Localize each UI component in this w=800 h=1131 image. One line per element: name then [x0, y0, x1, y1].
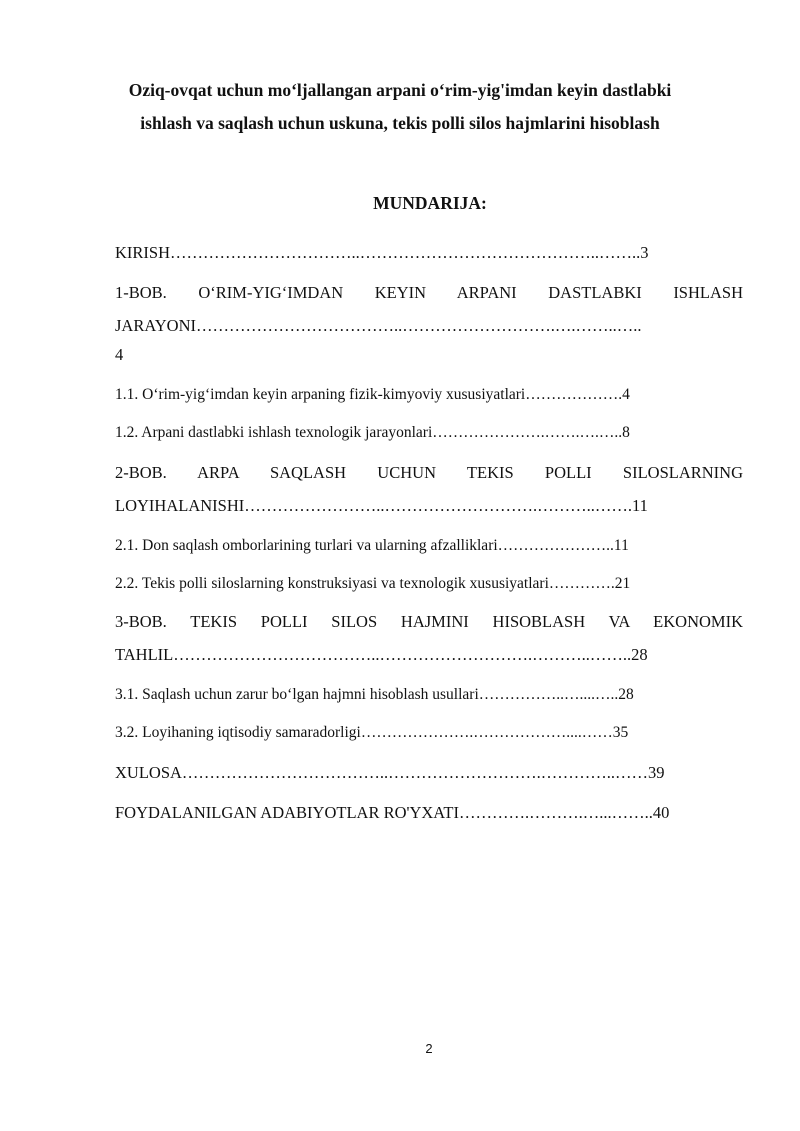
toc-entry-chapter-1-line-1: 1-BOB. O‘RIM-YIG‘IMDAN KEYIN ARPANI DASTLABKI ISHLASH — [115, 283, 743, 302]
toc-entry-chapter-3-line-2: TAHLIL………………………………..……………………….………..……..28 — [115, 645, 648, 664]
toc-entry-section-3-1: 3.1. Saqlash uchun zarur bo‘lgan hajmni hisoblash usullari……………..…....…..28 — [115, 686, 634, 703]
toc-entry-chapter-2-line-2: LOYIHALANISHI……………………..……………………….………..…….11 — [115, 496, 648, 515]
toc-entry-section-3-2: 3.2. Loyihaning iqtisodiy samaradorligi………………….………………....……35 — [115, 724, 629, 741]
toc-entry-kirish: KIRISH……………………………..……………………………………..……..3 — [115, 243, 649, 262]
document-title-line-1: Oziq-ovqat uchun mo‘ljallangan arpani o‘rim-yig'imdan keyin dastlabki — [128, 80, 672, 100]
toc-entry-section-2-2: 2.2. Tekis polli siloslarning konstruksiyasi va texnologik xususiyatlari………….21 — [115, 575, 631, 592]
toc-entry-chapter-1-page: 4 — [115, 345, 124, 364]
toc-entry-adabiyotlar: FOYDALANILGAN ADABIYOTLAR RO'YXATI………….……….…...……..40 — [115, 803, 670, 822]
page-number: 2 — [425, 1041, 433, 1056]
toc-entry-section-2-1: 2.1. Don saqlash omborlarining turlari va ularning afzalliklari…………………..11 — [115, 537, 629, 554]
toc-entry-chapter-2-line-1: 2-BOB. ARPA SAQLASH UCHUN TEKIS POLLI SILOSLARNING — [115, 463, 743, 482]
toc-entry-chapter-1-line-2: JARAYONI………………………………..……………………….….……..….. — [115, 316, 642, 335]
toc-entry-section-1-2: 1.2. Arpani dastlabki ishlash texnologik jarayonlari………………….…….….…..8 — [115, 424, 630, 441]
document-title — [100, 74, 700, 140]
toc-heading: MUNDARIJA: — [373, 193, 487, 213]
toc-entry-chapter-3-line-1: 3-BOB. TEKIS POLLI SILOS HAJMINI HISOBLASH VA EKONOMIK — [115, 612, 743, 631]
toc-entry-section-1-1: 1.1. O‘rim-yig‘imdan keyin arpaning fizik-kimyoviy xususiyatlari……………….4 — [115, 386, 630, 403]
toc-entry-xulosa: XULOSA………………………………..……………………….…………..……39 — [115, 763, 665, 782]
document-title-line-2: ishlash va saqlash uchun uskuna, tekis polli silos hajmlarini hisoblash — [140, 113, 660, 133]
